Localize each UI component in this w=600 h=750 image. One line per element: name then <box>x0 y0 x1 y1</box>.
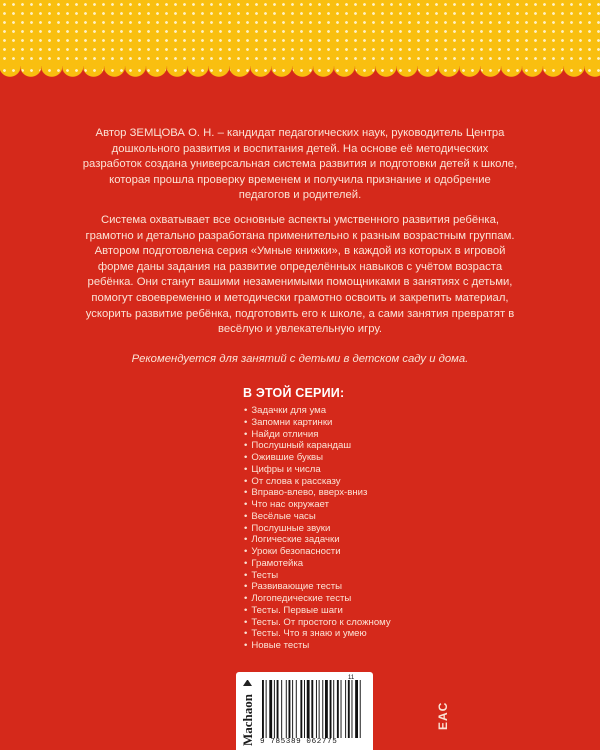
publisher-logo <box>240 680 254 746</box>
decorative-scallop-dots <box>0 66 600 76</box>
description-paragraph-1: Автор ЗЕМЦОВА О. Н. – кандидат педагогических наук, руководитель Центра дошкольного развития и воспитания детей. На основе её методических разработок создана универсальная система развития и подготовки детей к школе, которая прошла проверку временем и получила признание и одобрение педагогов и родителей. <box>82 127 518 202</box>
series-item: • Найди отличия <box>244 429 391 441</box>
publisher-logo-icon <box>243 680 252 686</box>
series-item: • От слова к рассказу <box>244 476 391 488</box>
series-item: • Послушный карандаш <box>244 440 391 452</box>
series-list <box>244 405 391 652</box>
series-item: • Тесты. От простого к сложному <box>244 617 391 629</box>
barcode-label <box>236 672 373 750</box>
description-text <box>82 126 518 347</box>
series-item: • Уроки безопасности <box>244 546 391 558</box>
barcode-digits: 9 785389 062775 <box>260 738 338 746</box>
series-item: • Развивающие тесты <box>244 581 391 593</box>
eac-mark <box>436 702 452 730</box>
recommendation-note: Рекомендуется для занятий с детьми в детском саду и дома. <box>131 353 469 365</box>
series-item: • Вправо-влево, вверх-вниз <box>244 487 391 499</box>
series-item: • Тесты. Что я знаю и умею <box>244 628 391 640</box>
series-item: • Тесты. Первые шаги <box>244 605 391 617</box>
publisher-logo-text: Machaon <box>240 694 255 746</box>
series-item: • Что нас окружает <box>244 499 391 511</box>
series-item: • Послушные звуки <box>244 523 391 535</box>
series-item: • Тесты <box>244 570 391 582</box>
eac-mark-text: EAC <box>436 701 450 730</box>
description-paragraph-2: Система охватывает все основные аспекты умственного развития ребёнка, грамотно и детально разработана применительно к разным возрастным группам. Автором подготовлена серия «Умные книжки», в каждой из которых в игровой форме даны задания на развитие определённых навыков с учётом возраста ребёнка. Они станут вашими незаменимыми помощниками в занятиях с детьми, помогут своевременно и методически грамотно освоить и закрепить материал, ускорить развитие ребёнка, подготовить его к школе, а сами занятия превратят в весёлую и увлекательную игру. <box>85 213 515 336</box>
series-item: • Новые тесты <box>244 640 391 652</box>
series-title: В ЭТОЙ СЕРИИ: <box>243 386 345 400</box>
decorative-top-band <box>0 0 600 66</box>
series-item: • Запомни картинки <box>244 417 391 429</box>
series-item: • Логические задачки <box>244 534 391 546</box>
series-item: • Цифры и числа <box>244 464 391 476</box>
series-item: • Грамотейка <box>244 558 391 570</box>
series-item: • Задачки для ума <box>244 405 391 417</box>
series-item: • Весёлые часы <box>244 511 391 523</box>
barcode-addon-code: 11 <box>348 675 355 681</box>
series-item: • Ожившие буквы <box>244 452 391 464</box>
barcode-icon <box>260 680 364 738</box>
series-item: • Логопедические тесты <box>244 593 391 605</box>
